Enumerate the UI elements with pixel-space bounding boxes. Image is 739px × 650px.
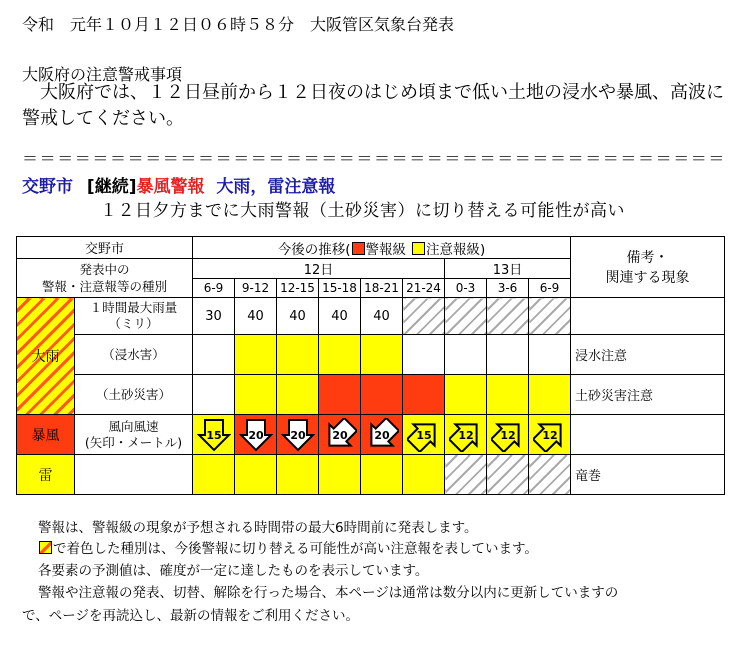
forecast-cell: 40 (319, 298, 361, 335)
forecast-cell (403, 298, 445, 335)
row-item: （浸水害） (75, 335, 193, 375)
period-0: 6-9 (193, 279, 235, 298)
warning-swatch (352, 242, 365, 255)
kind-header: 発表中の 警報・注意報等の種別 (17, 259, 193, 298)
row-item: （土砂災害） (75, 375, 193, 415)
forecast-cell (487, 375, 529, 415)
wind-arrow-icon (197, 418, 231, 452)
forecast-cell (403, 455, 445, 495)
trend-title: 今後の推移( (277, 241, 351, 258)
wind-cell (235, 415, 277, 455)
period-1: 9-12 (235, 279, 277, 298)
notice-title: 大阪府の注意警戒事項 (22, 65, 183, 84)
day-13: 13日 (445, 259, 571, 279)
period-5: 21-24 (403, 279, 445, 298)
category-heavy-rain: 大雨 (17, 298, 75, 415)
wind-speed: 20 (331, 428, 348, 442)
period-2: 12-15 (277, 279, 319, 298)
period-6: 0-3 (445, 279, 487, 298)
forecast-cell (361, 455, 403, 495)
wind-arrow-icon (323, 418, 357, 452)
advisory-label: 大雨，雷注意報 (216, 177, 336, 197)
note-4: 警報や注意報の発表、切替、解除を行った場合、本ページは通常は数分以内に更新していますの (38, 585, 619, 601)
forecast-cell (319, 455, 361, 495)
forecast-cell (277, 375, 319, 415)
forecast-cell (361, 375, 403, 415)
wind-speed: 15 (415, 428, 432, 442)
legend-advisory: 注意報級 (426, 241, 480, 258)
forecast-cell (403, 375, 445, 415)
notice-body: 大阪府では、１２日昼前から１２日夜のはじめ頃まで低い土地の浸水や暴風、高波に警戒してください。 (22, 82, 724, 129)
wind-arrow-icon (449, 418, 483, 452)
forecast-cell (193, 335, 235, 375)
note-3: 各要素の予測値は、確度が一定に達したものを表示しています。 (38, 563, 429, 579)
wind-arrow-icon (533, 418, 567, 452)
row-item (75, 455, 193, 495)
forecast-cell (403, 335, 445, 375)
warning-label: 暴風警報 (136, 177, 205, 197)
remark-cell (571, 298, 725, 335)
period-8: 6-9 (529, 279, 571, 298)
wind-arrow-icon (365, 418, 399, 452)
forecast-cell (193, 375, 235, 415)
forecast-cell: 30 (193, 298, 235, 335)
remark-cell: 土砂災害注意 (571, 375, 725, 415)
wind-speed: 15 (205, 428, 222, 442)
category-thunder: 雷 (17, 455, 75, 495)
issued-time: 令和 元年１０月１２日０６時５８分 大阪管区気象台発表 (22, 15, 455, 34)
separator: ＝＝＝＝＝＝＝＝＝＝＝＝＝＝＝＝＝＝＝＝＝＝＝＝＝＝＝＝＝＝＝＝＝＝＝＝＝＝＝＝ (22, 149, 727, 168)
forecast-cell (487, 298, 529, 335)
wind-cell (403, 415, 445, 455)
note-5: で、ページを再読込し、最新の情報をご利用ください。 (22, 608, 359, 624)
forecast-cell (235, 375, 277, 415)
wind-speed: 12 (541, 428, 558, 442)
hatch-swatch (39, 541, 52, 554)
forecast-cell (319, 375, 361, 415)
remark-cell: 竜巻 (571, 455, 725, 495)
note-2-text: で着色した種別は、今後警報に切り替える可能性が高い注意報を表しています。 (53, 541, 538, 557)
note-1: 警報は、警報級の現象が予想される時間帯の最大6時間前に発表します。 (38, 520, 478, 536)
period-4: 18-21 (361, 279, 403, 298)
period-7: 3-6 (487, 279, 529, 298)
forecast-cell: 40 (277, 298, 319, 335)
wind-cell (445, 415, 487, 455)
forecast-cell (529, 298, 571, 335)
note-2 (38, 537, 538, 557)
wind-speed: 20 (247, 428, 264, 442)
table-city: 交野市 (17, 237, 193, 259)
row-item: １時間最大雨量 （ミリ） (75, 298, 193, 335)
forecast-cell (487, 455, 529, 495)
row-item: 風向風速 (矢印・メートル) (75, 415, 193, 455)
wind-speed: 12 (499, 428, 516, 442)
wind-cell (487, 415, 529, 455)
remark-cell: 浸水注意 (571, 335, 725, 375)
wind-arrow-icon (491, 418, 525, 452)
city-status-line (22, 172, 335, 197)
forecast-cell (277, 335, 319, 375)
forecast-cell (319, 335, 361, 375)
forecast-cell (529, 455, 571, 495)
wind-speed: 12 (457, 428, 474, 442)
period-3: 15-18 (319, 279, 361, 298)
wind-speed: 20 (289, 428, 306, 442)
forecast-cell (529, 375, 571, 415)
forecast-cell: 40 (361, 298, 403, 335)
forecast-cell (445, 375, 487, 415)
wind-arrow-icon (407, 418, 441, 452)
advisory-swatch (412, 242, 425, 255)
forecast-cell (487, 335, 529, 375)
forecast-cell (235, 455, 277, 495)
wind-speed: 20 (373, 428, 390, 442)
forecast-cell (193, 455, 235, 495)
wind-cell (193, 415, 235, 455)
wind-cell (529, 415, 571, 455)
possibility-text: １２日夕方までに大雨警報（土砂災害）に切り替える可能性が高い (100, 201, 625, 221)
category-storm: 暴風 (17, 415, 75, 455)
wind-cell (361, 415, 403, 455)
forecast-cell (361, 335, 403, 375)
forecast-cell: 40 (235, 298, 277, 335)
trend-close: ) (480, 241, 486, 258)
wind-arrow-icon (239, 418, 273, 452)
trend-header (193, 237, 571, 259)
forecast-cell (445, 298, 487, 335)
day-12: 12日 (193, 259, 445, 279)
forecast-cell (277, 455, 319, 495)
remark-cell (571, 415, 725, 455)
wind-cell (319, 415, 361, 455)
wind-arrow-icon (281, 418, 315, 452)
status-badge: [継続] (86, 177, 137, 197)
forecast-cell (445, 455, 487, 495)
legend-warning: 警報級 (365, 241, 406, 258)
wind-cell (277, 415, 319, 455)
forecast-cell (529, 335, 571, 375)
forecast-cell (445, 335, 487, 375)
city-name: 交野市 (22, 177, 73, 197)
forecast-cell (235, 335, 277, 375)
notes-header: 備考・ 関連する現象 (571, 237, 725, 298)
forecast-table (16, 236, 725, 495)
